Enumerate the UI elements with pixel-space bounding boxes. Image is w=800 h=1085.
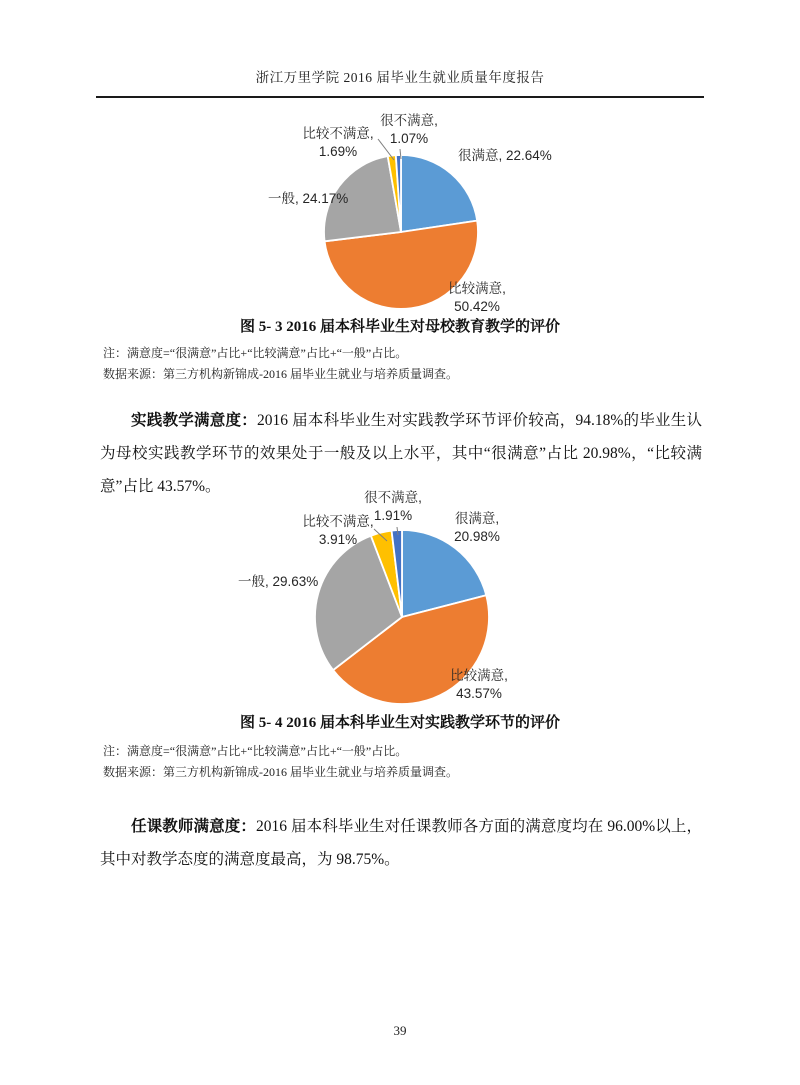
figure-5-4-note (103, 741, 703, 783)
paragraph-course-teachers (100, 810, 702, 876)
pie-slice-0 (401, 155, 477, 232)
note-line-2: 数据来源：第三方机构新锦成-2016 届毕业生就业与培养质量调查。 (103, 367, 458, 381)
pie-label-very-dissatisfied: 很不满意, 1.91% (364, 490, 422, 523)
page-header-title: 浙江万里学院 2016 届毕业生就业质量年度报告 (255, 70, 545, 85)
pie-label-very-dissatisfied: 很不满意, 1.07% (380, 113, 438, 146)
paragraph-body: 2016 届本科毕业生对实践教学环节评价较高，94.18%的毕业生认为母校实践教学环节的效果处于一般及以上水平，其中“很满意”占比 20.98%，“比较满意”占比 43.57%。 (100, 411, 702, 495)
pie-label-neutral: 一般, 29.63% (238, 574, 319, 589)
pie-chart-figure-5-3 (230, 103, 600, 321)
paragraph-lead: 任课教师满意度： (131, 817, 256, 835)
header-rule (96, 96, 704, 98)
note-line-2: 数据来源：第三方机构新锦成-2016 届毕业生就业与培养质量调查。 (103, 765, 458, 779)
pie-label-somewhat-satisfied: 比较满意, 43.57% (450, 668, 508, 701)
pie-label-somewhat-dissatisfied: 比较不满意, 3.91% (302, 514, 374, 547)
paragraph-lead: 实践教学满意度： (131, 411, 257, 429)
paragraph-body: 2016 届本科毕业生对任课教师各方面的满意度均在 96.00%以上，其中对教学态度的满意度最高，为 98.75%。 (100, 817, 702, 868)
figure-5-4-caption: 图 5- 4 2016 届本科毕业生对实践教学环节的评价 (240, 715, 560, 731)
note-line-1: 注：满意度=“很满意”占比+“比较满意”占比+“一般”占比。 (103, 744, 408, 758)
pie-chart-figure-5-4 (230, 483, 600, 715)
note-line-1: 注：满意度=“很满意”占比+“比较满意”占比+“一般”占比。 (103, 346, 408, 360)
pie-label-neutral: 一般, 24.17% (268, 191, 349, 206)
pie-label-somewhat-dissatisfied: 比较不满意, 1.69% (302, 126, 374, 159)
page-number: 39 (393, 1023, 407, 1038)
pie-label-very-satisfied: 很满意, 20.98% (454, 511, 500, 544)
pie-label-somewhat-satisfied: 比较满意, 50.42% (448, 281, 506, 314)
figure-5-3-note (103, 343, 703, 385)
figure-5-3-caption: 图 5- 3 2016 届本科毕业生对母校教育教学的评价 (240, 319, 560, 335)
pie-label-very-satisfied: 很满意, 22.64% (458, 148, 552, 163)
